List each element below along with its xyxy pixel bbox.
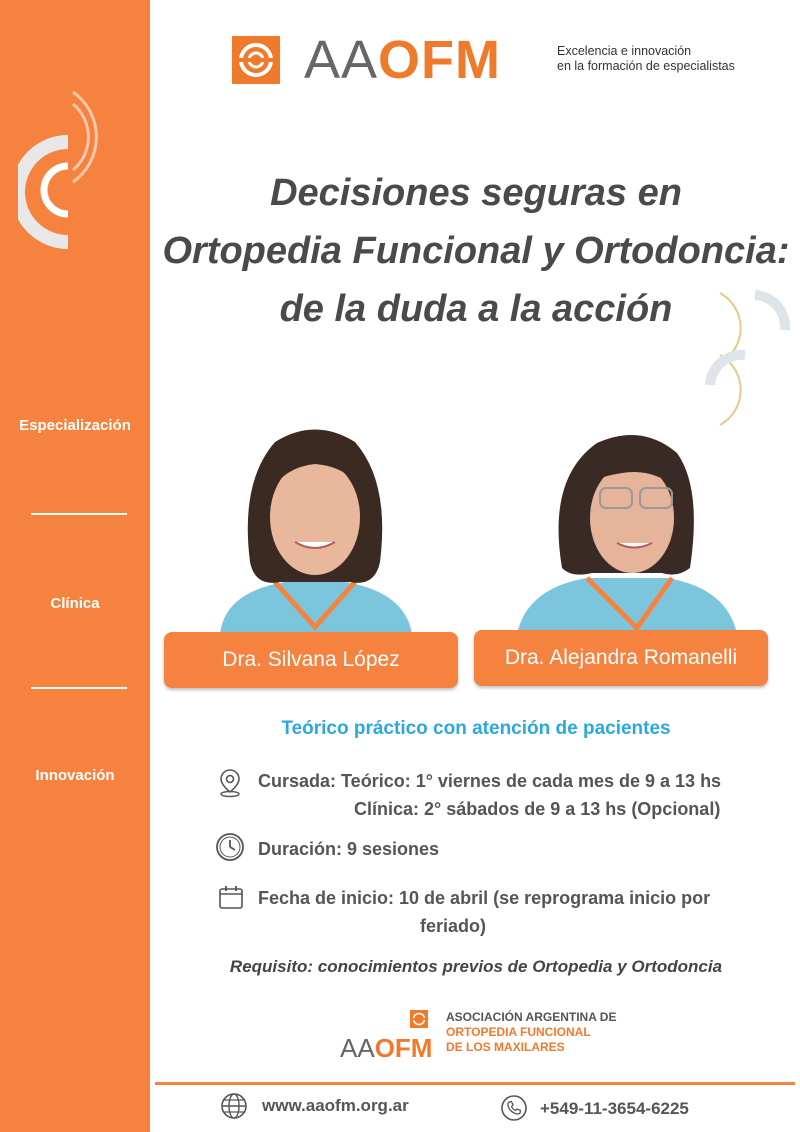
logo-ofm: OFM	[378, 30, 502, 90]
title-line-1: Decisiones seguras en	[270, 172, 682, 214]
decorative-arcs-icon	[18, 82, 128, 252]
title-line-3: de la duda a la acción	[279, 288, 673, 330]
course-subtitle: Teórico práctico con atención de pacientes	[281, 718, 671, 739]
title-line-2: Ortopedia Funcional y Ortodoncia:	[162, 230, 790, 272]
footer-divider	[155, 1082, 795, 1085]
sidebar-divider	[31, 513, 127, 515]
association-logo-aa: AA	[340, 1033, 375, 1063]
requirement: Requisito: conocimientos previos de Ortopedia y Ortodoncia	[229, 957, 723, 976]
speaker-photo-alejandra	[512, 428, 742, 634]
tagline-line-2: en la formación de especialistas	[557, 59, 735, 73]
phone-icon	[500, 1094, 528, 1122]
location-pin-icon	[218, 768, 242, 798]
phone-number[interactable]: +549-11-3654-6225	[540, 1099, 689, 1118]
sidebar	[0, 0, 150, 1132]
logo-mark-icon	[410, 1010, 428, 1028]
logo-wordmark	[304, 32, 501, 88]
association-logo	[340, 1010, 640, 1065]
association-line-1: ASOCIACIÓN ARGENTINA DE	[446, 1010, 617, 1024]
website-link[interactable]: www.aaofm.org.ar	[262, 1096, 409, 1115]
association-line-2: ORTOPEDIA FUNCIONAL	[446, 1025, 591, 1039]
cursada-line-1: Cursada: Teórico: 1° viernes de cada mes de 9 a 13 hs	[258, 771, 722, 791]
speaker-name-badge: Dra. Alejandra Romanelli	[474, 630, 768, 686]
logo-mark-icon	[232, 36, 280, 84]
tagline-line-1: Excelencia e innovación	[557, 44, 692, 58]
association-line-3: DE LOS MAXILARES	[446, 1040, 565, 1054]
sidebar-item-clinica: Clínica	[50, 595, 100, 612]
clock-icon	[215, 832, 245, 862]
speaker-photo-silvana	[200, 422, 430, 634]
association-name	[446, 1010, 616, 1055]
fecha-inicio-line-1: Fecha de inicio: 10 de abril (se reprograma inicio por	[258, 888, 711, 908]
calendar-icon	[218, 884, 244, 910]
duracion: Duración: 9 sesiones	[258, 839, 440, 859]
cursada-line-2: Clínica: 2° sábados de 9 a 13 hs (Opcional)	[354, 799, 721, 819]
globe-icon	[220, 1092, 248, 1120]
decorative-arcs-icon	[700, 285, 795, 430]
fecha-inicio-line-2: feriado)	[420, 916, 487, 936]
sidebar-item-innovacion: Innovación	[35, 767, 115, 784]
tagline	[557, 44, 757, 74]
logo-aa: AA	[304, 30, 379, 90]
sidebar-divider	[31, 687, 127, 689]
speaker-name-badge: Dra. Silvana López	[164, 632, 458, 688]
association-logo-ofm: OFM	[374, 1033, 433, 1063]
sidebar-item-especializacion: Especialización	[19, 417, 131, 434]
association-wordmark	[340, 1034, 432, 1062]
